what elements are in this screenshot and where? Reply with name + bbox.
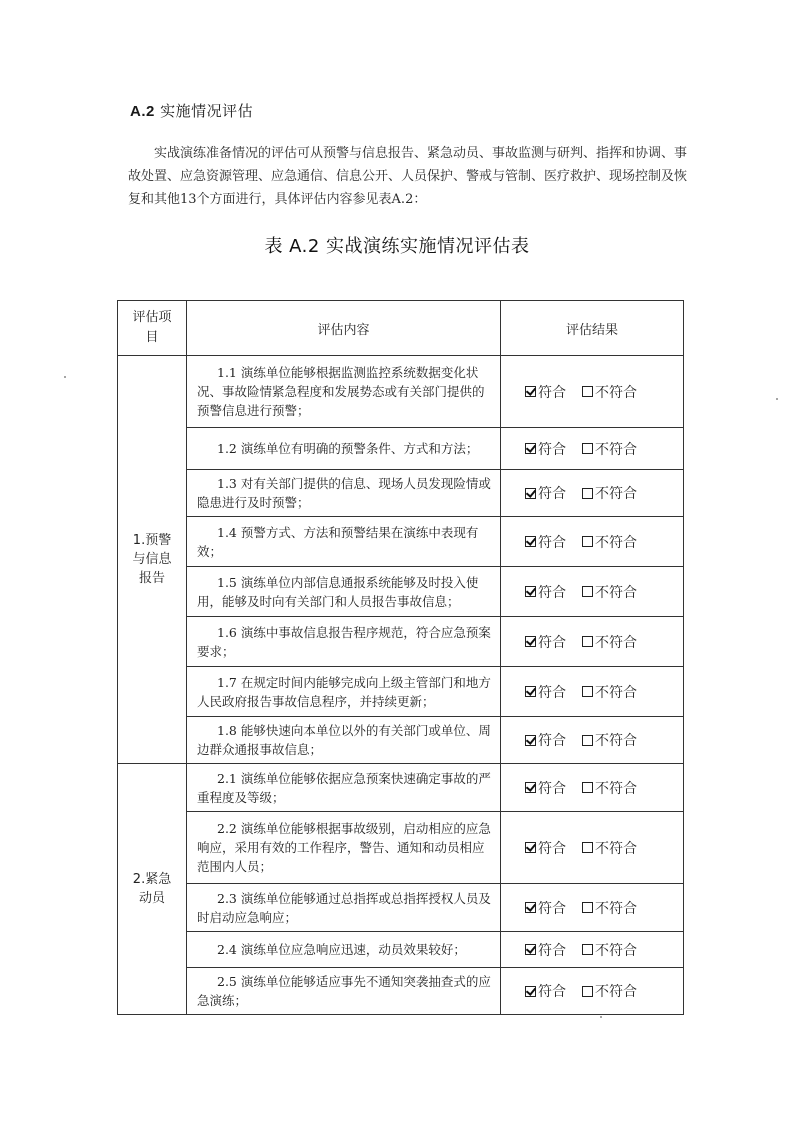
category-cell [118, 764, 187, 1015]
checkbox-icon[interactable] [582, 386, 593, 397]
content-cell: 2.5 演练单位能够适应事先不通知突袭抽查式的应急演练； [187, 968, 501, 1015]
category-label: 1.预警与信息报告 [132, 533, 172, 586]
table-row [118, 470, 684, 517]
fail-option[interactable] [582, 632, 637, 652]
checkbox-icon[interactable] [582, 488, 593, 499]
fail-label: 不符合 [595, 584, 637, 601]
checkbox-icon[interactable] [582, 986, 593, 997]
checkbox-icon[interactable] [582, 782, 593, 793]
content-cell: 1.6 演练中事故信息报告程序规范，符合应急预案要求； [187, 617, 501, 667]
content-cell: 1.4 预警方式、方法和预警结果在演练中表现有效； [187, 517, 501, 567]
fail-label: 不符合 [595, 486, 637, 502]
pass-label: 符合 [538, 384, 566, 401]
pass-label: 符合 [538, 900, 566, 917]
pass-label: 符合 [538, 441, 566, 458]
checked-box-icon[interactable] [525, 735, 536, 746]
fail-label: 不符合 [595, 634, 637, 651]
checked-box-icon[interactable] [525, 443, 536, 454]
pass-label: 符合 [538, 634, 566, 651]
fail-option[interactable] [582, 439, 637, 459]
fail-label: 不符合 [595, 733, 637, 749]
table-row [118, 764, 684, 812]
pass-option[interactable] [525, 981, 566, 1001]
fail-option[interactable] [582, 532, 637, 552]
table-row [118, 812, 684, 884]
checkbox-icon[interactable] [582, 902, 593, 913]
category-label: 2.紧急动员 [132, 872, 172, 906]
table-row [118, 884, 684, 932]
fail-option[interactable] [582, 382, 637, 402]
table-row [118, 356, 684, 428]
intro-paragraph: 实战演练准备情况的评估可从预警与信息报告、紧急动员、事故监测与研判、指挥和协调、事故处置、应急资源管理、应急通信、信息公开、人员保护、警戒与管制、医疗救护、现场控制及恢复和其他13个方面进行，具体评估内容参见表A.2： [128, 146, 688, 207]
result-cell [501, 356, 684, 428]
pass-option[interactable] [525, 838, 566, 858]
pass-label: 符合 [538, 486, 566, 502]
fail-option[interactable] [582, 940, 637, 960]
result-cell [501, 968, 684, 1015]
scan-speck [64, 376, 66, 378]
fail-option[interactable] [582, 981, 637, 1001]
checkbox-icon[interactable] [582, 735, 593, 746]
fail-option[interactable] [582, 838, 637, 858]
fail-label: 不符合 [595, 384, 637, 401]
checked-box-icon[interactable] [525, 586, 536, 597]
result-cell [501, 764, 684, 812]
checkbox-icon[interactable] [582, 944, 593, 955]
fail-label: 不符合 [595, 780, 637, 797]
content-cell: 2.1 演练单位能够依据应急预案快速确定事故的严重程度及等级； [187, 764, 501, 812]
checkbox-icon[interactable] [582, 842, 593, 853]
fail-label: 不符合 [595, 900, 637, 917]
pass-option[interactable] [525, 532, 566, 552]
table-row [118, 428, 684, 470]
result-cell [501, 428, 684, 470]
content-cell: 1.5 演练单位内部信息通报系统能够及时投入使用，能够及时向有关部门和人员报告事故信息； [187, 567, 501, 617]
fail-label: 不符合 [595, 441, 637, 458]
table-row [118, 617, 684, 667]
table-header-row [118, 301, 684, 356]
content-cell: 2.2 演练单位能够根据事故级别，启动相应的应急响应，采用有效的工作程序，警告、通知和动员相应范围内人员； [187, 812, 501, 884]
content-cell: 2.4 演练单位应急响应迅速，动员效果较好； [187, 932, 501, 968]
fail-option[interactable] [582, 582, 637, 602]
pass-option[interactable] [525, 682, 566, 702]
pass-option[interactable] [525, 940, 566, 960]
result-cell [501, 717, 684, 764]
content-cell: 2.3 演练单位能够通过总指挥或总指挥授权人员及时启动应急响应； [187, 884, 501, 932]
content-cell: 1.3 对有关部门提供的信息、现场人员发现险情或隐患进行及时预警； [187, 470, 501, 517]
scan-speck [776, 398, 778, 400]
table-row [118, 932, 684, 968]
pass-label: 符合 [538, 780, 566, 797]
section-heading [130, 100, 253, 121]
pass-option[interactable] [525, 382, 566, 402]
checked-box-icon[interactable] [525, 782, 536, 793]
fail-label: 不符合 [595, 942, 637, 959]
result-cell [501, 617, 684, 667]
pass-option[interactable] [525, 778, 566, 798]
fail-option[interactable] [582, 778, 637, 798]
fail-option[interactable] [582, 682, 637, 702]
header-result: 评估结果 [501, 301, 684, 356]
result-cell [501, 932, 684, 968]
table-row [118, 968, 684, 1015]
fail-option[interactable] [582, 483, 637, 503]
result-cell [501, 812, 684, 884]
pass-label: 符合 [538, 984, 566, 1000]
fail-option[interactable] [582, 898, 637, 918]
section-title: 实施情况评估 [160, 102, 254, 120]
pass-label: 符合 [538, 942, 566, 959]
table-row [118, 567, 684, 617]
table-row [118, 717, 684, 764]
checked-box-icon[interactable] [525, 686, 536, 697]
checkbox-icon[interactable] [582, 636, 593, 647]
checked-box-icon[interactable] [525, 944, 536, 955]
pass-option[interactable] [525, 582, 566, 602]
result-cell [501, 667, 684, 717]
checked-box-icon[interactable] [525, 986, 536, 997]
checked-box-icon[interactable] [525, 488, 536, 499]
fail-label: 不符合 [595, 984, 637, 1000]
checked-box-icon[interactable] [525, 636, 536, 647]
header-content: 评估内容 [187, 301, 501, 356]
header-item: 评估项目 [118, 301, 187, 356]
fail-option[interactable] [582, 730, 637, 750]
checked-box-icon[interactable] [525, 386, 536, 397]
table-body [118, 356, 684, 1015]
checked-box-icon[interactable] [525, 902, 536, 913]
pass-option[interactable] [525, 632, 566, 652]
content-cell: 1.2 演练单位有明确的预警条件、方式和方法； [187, 428, 501, 470]
pass-label: 符合 [538, 840, 566, 857]
checkbox-icon[interactable] [582, 686, 593, 697]
table-row [118, 517, 684, 567]
result-cell [501, 567, 684, 617]
scan-speck [600, 1016, 602, 1018]
checkbox-icon[interactable] [582, 443, 593, 454]
content-cell: 1.8 能够快速向本单位以外的有关部门或单位、周边群众通报事故信息； [187, 717, 501, 764]
fail-label: 不符合 [595, 534, 637, 551]
fail-label: 不符合 [595, 684, 637, 701]
pass-option[interactable] [525, 439, 566, 459]
pass-label: 符合 [538, 684, 566, 701]
evaluation-table [117, 300, 684, 1015]
pass-label: 符合 [538, 534, 566, 551]
pass-option[interactable] [525, 730, 566, 750]
checked-box-icon[interactable] [525, 536, 536, 547]
pass-label: 符合 [538, 584, 566, 601]
checkbox-icon[interactable] [582, 536, 593, 547]
table-row [118, 667, 684, 717]
category-cell [118, 356, 187, 764]
checkbox-icon[interactable] [582, 586, 593, 597]
result-cell [501, 470, 684, 517]
pass-option[interactable] [525, 898, 566, 918]
result-cell [501, 517, 684, 567]
content-cell: 1.7 在规定时间内能够完成向上级主管部门和地方人民政府报告事故信息程序，并持续更新； [187, 667, 501, 717]
pass-option[interactable] [525, 483, 566, 503]
pass-label: 符合 [538, 733, 566, 749]
result-cell [501, 884, 684, 932]
section-number: A.2 [130, 103, 155, 120]
checked-box-icon[interactable] [525, 842, 536, 853]
fail-label: 不符合 [595, 840, 637, 857]
table-title: 表 A.2 实战演练实施情况评估表 [264, 236, 530, 257]
content-cell: 1.1 演练单位能够根据监测监控系统数据变化状况、事故险情紧急程度和发展势态或有关部门提供的预警信息进行预警； [187, 356, 501, 428]
